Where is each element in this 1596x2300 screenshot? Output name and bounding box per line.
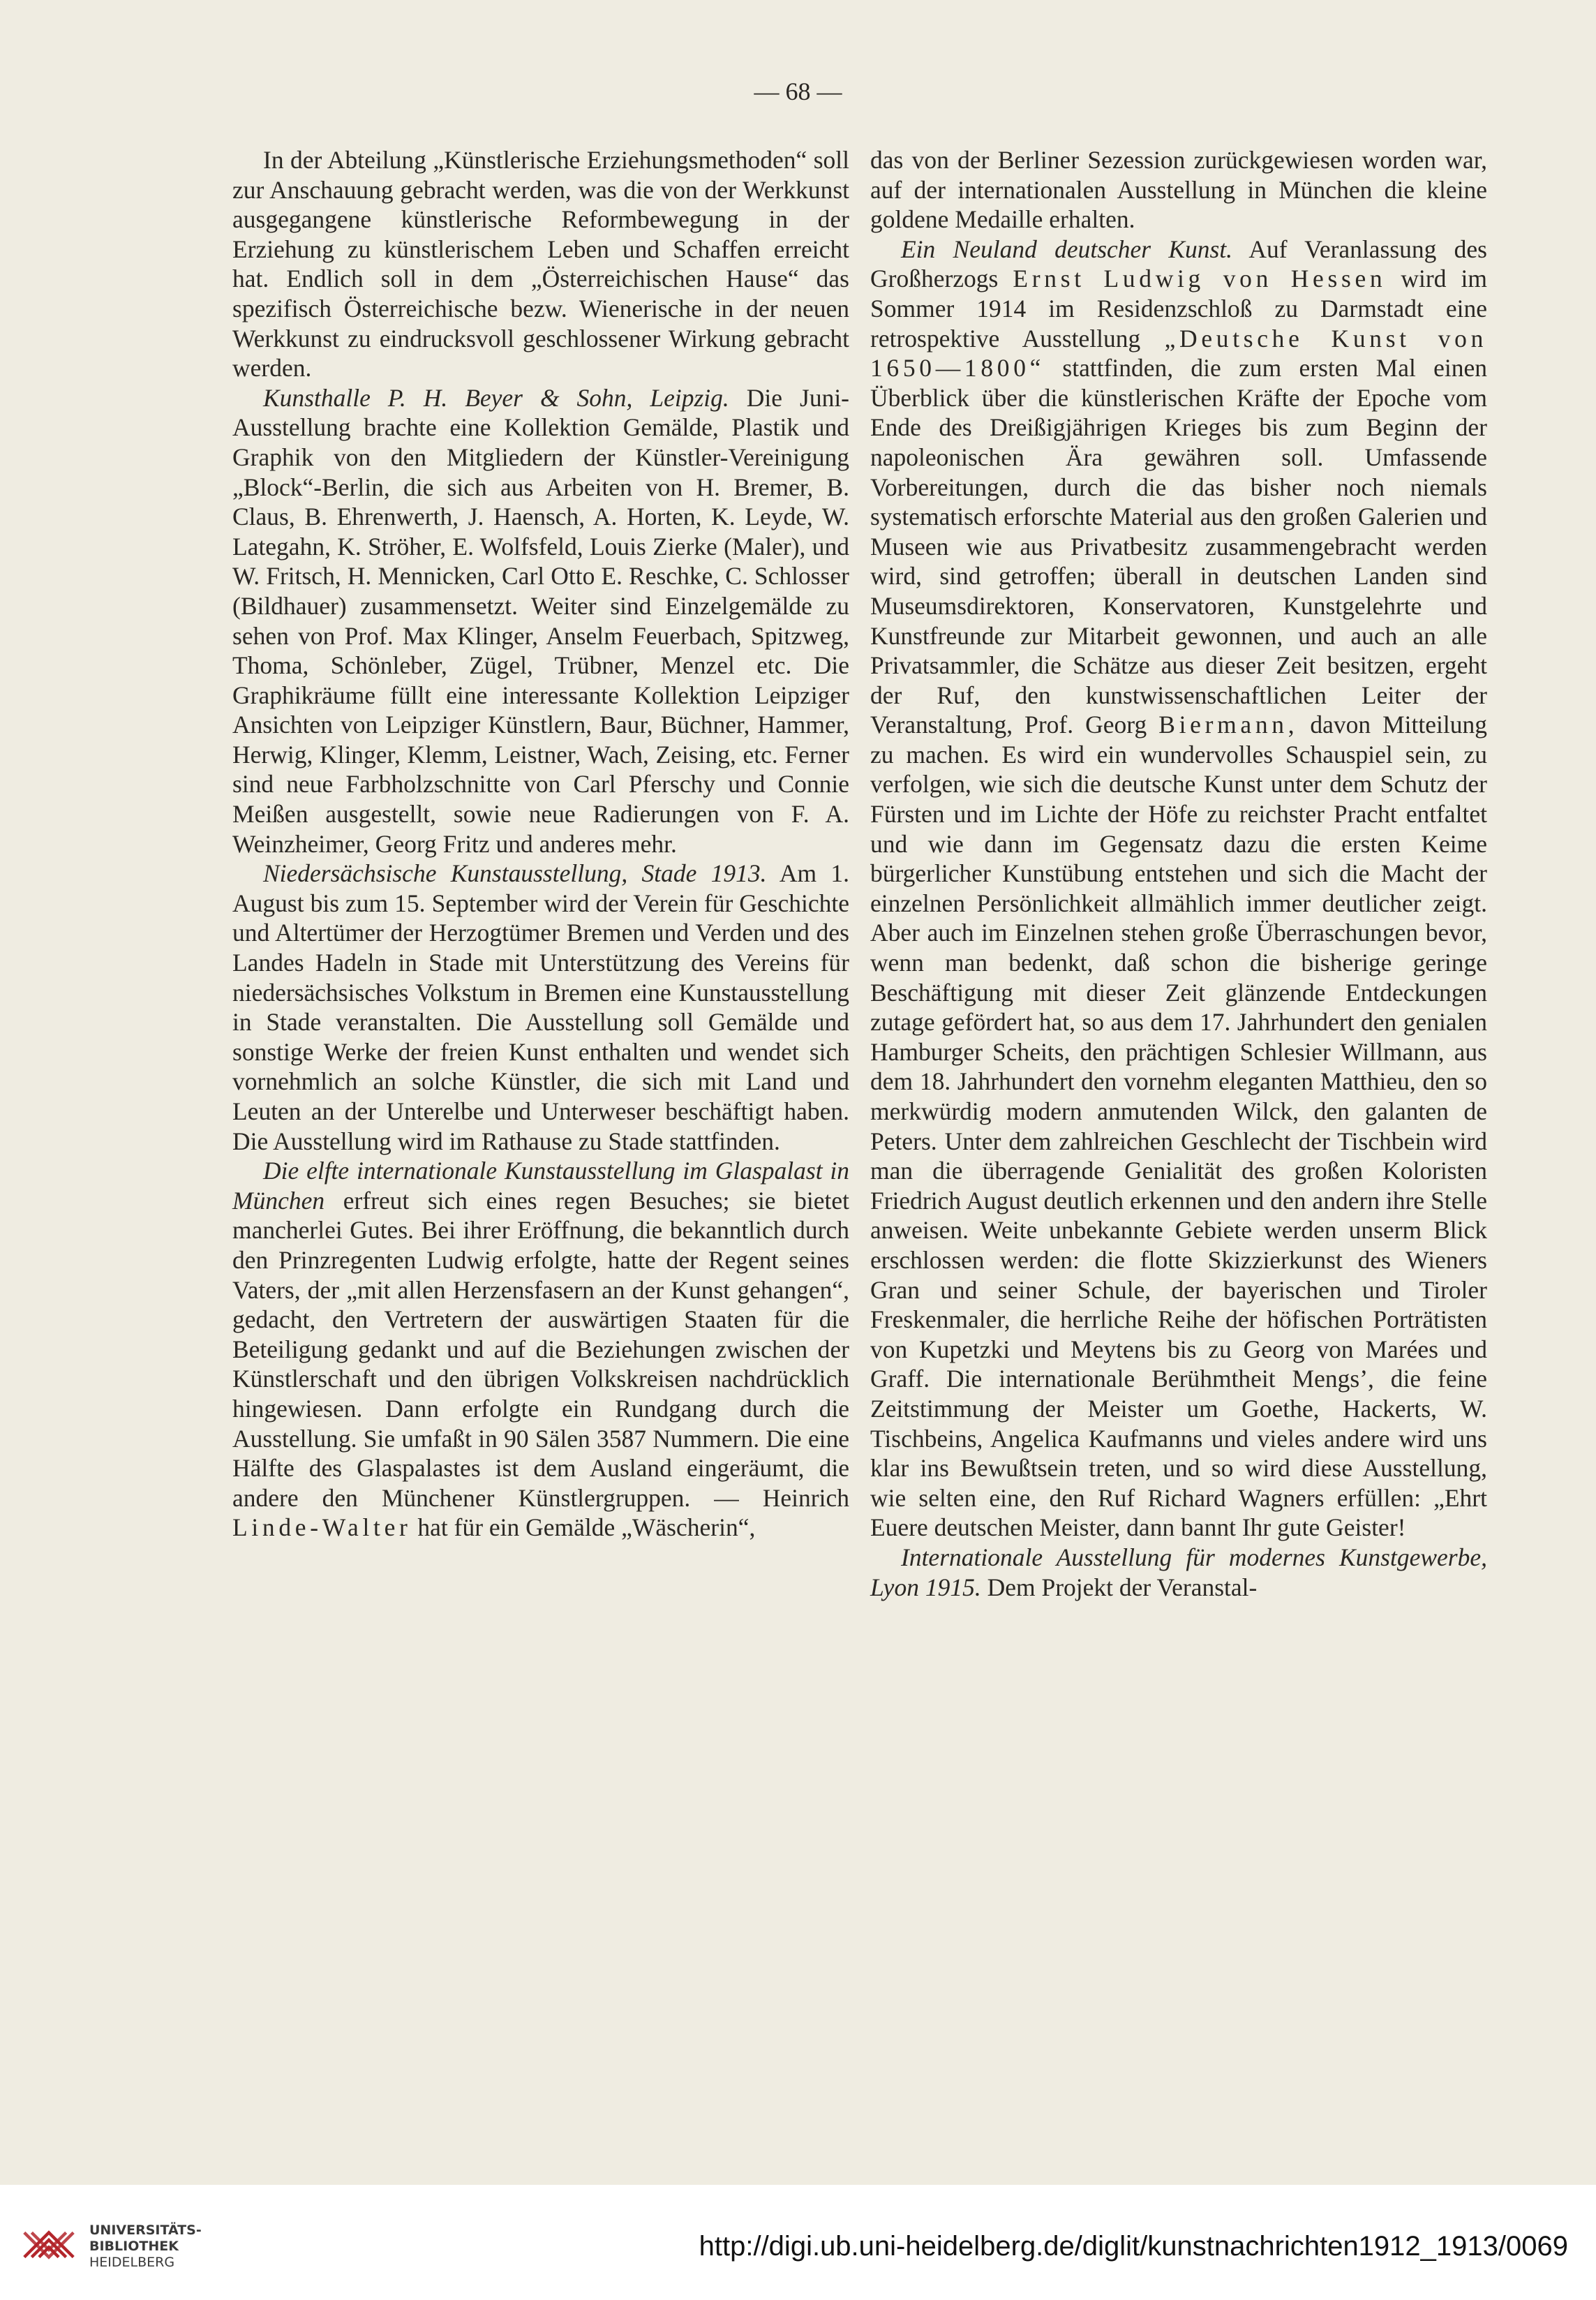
spaced-name: Linde-Walter bbox=[232, 1513, 412, 1542]
paragraph-text: davon Mitteilung zu machen. Es wird ein wundervolles Schauspiel sein, zu verfolgen, wie sich die deutsche Kunst unter dem Schutz der Fürsten und im Lichte der Höfe zu reichster Pracht entfaltet und wie dann im Gegensatz dazu die ersten Keime bürgerlicher Kunstübung entstehen und sich die Macht der einzelnen Persönlichkeit allmählich immer deutlicher zeigt. Aber auch im Einzelnen stehen große Überraschungen bevor, wenn man bedenkt, daß schon die bisherige geringe Beschäftigung mit dieser Zeit glänzende Entdeckungen zutage gefördert hat, so aus dem 17. Jahrhundert den genialen Hamburger Scheits, den prächtigen Schlesier Willmann, aus dem 18. Jahrhundert den vornehm eleganten Matthieu, den so merkwürdig modern anmutenden Wilck, den galanten de Peters. Unter dem zahlreichen Geschlecht der Tischbein wird man die überragende Genialität des großen Koloristen Friedrich August deutlich erkennen und den andern ihre Stelle anweisen. Weite unbekannte Gebiete werden unserm Blick erschlossen werden: die flotte Skizzierkunst des Wieners Gran und seiner Schule, der bayerischen und Tiroler Freskenmaler, die herrliche Reihe der höfischen Porträtisten von Kupetzki und Meytens bis zu Georg von Marées und Graff. Die internationale Berühmtheit Mengs’, die feine Zeitstimmung der Meister um Goethe, Hackerts, W. Tischbeins, Angelica Kaufmanns und vieles andere wird uns klar ins Bewußtsein treten, und so wird diese Ausstellung, wie selten eine, den Ruf Richard Wagners erfüllen: „Ehrt Euere deutschen Meister, dann bannt Ihr gute Geister! bbox=[870, 711, 1487, 1542]
right-column bbox=[870, 145, 1487, 1602]
library-name bbox=[89, 2223, 202, 2271]
paragraph: das von der Berliner Sezession zurückgewiesen worden war, auf der internationalen Ausstellung in München die kleine goldene Medaille erhalten. bbox=[870, 146, 1487, 234]
spaced-name: Ernst Ludwig von Hessen bbox=[1013, 265, 1387, 293]
spaced-name: Biermann, bbox=[1158, 711, 1299, 739]
paragraph bbox=[232, 859, 849, 1156]
paragraph bbox=[870, 235, 1487, 1543]
paragraph bbox=[232, 1156, 849, 1543]
section-heading: Kunsthalle P. H. Beyer & Sohn, Leipzig. bbox=[263, 383, 729, 412]
digitization-footer bbox=[0, 2185, 1596, 2300]
paragraph-text: hat für ein Gemälde „Wäscherin“, bbox=[417, 1513, 756, 1542]
section-heading: Niedersächsische Kunstausstellung, Stade 1913. bbox=[263, 859, 767, 888]
paragraph: In der Abteilung „Künstlerische Erziehungsmethoden“ soll zur Anschauung gebracht werden, was die von der Werkkunst ausgegangene künstlerische Reformbewegung in der Erziehung zu künstlerischem Leben und Schaffen erreicht hat. Endlich soll in dem „Österreichischen Hause“ das spezifisch Österreichische bezw. Wienerische in der neuen Werkkunst zu eindrucksvoll geschlossener Wirkung gebracht werden. bbox=[232, 146, 849, 383]
paragraph-text: stattfinden, die zum ersten Mal einen Überblick über die künstlerischen Kräfte der Epoche vom Ende des Dreißigjährigen Krieges bis zum Beginn der napoleonischen Ära gewähren soll. Umfassende Vorbereitungen, durch die das bisher noch niemals systematisch erforschte Material aus den großen Galerien und Museen wie aus Privatbesitz zusammengebracht werden wird, sind getroffen; überall in deutschen Landen sind Museumsdirektoren, Konservatoren, Kunstgelehrte und Kunstfreunde zur Mitarbeit gewonnen, und auch an alle Privatsammler, die Schätze aus dieser Zeit besitzen, ergeht der Ruf, den kunstwissenschaftlichen Leiter der Veranstaltung, Prof. Georg bbox=[870, 354, 1488, 739]
spaced-title: „Deutsche Kunst von 1650—1800“ bbox=[870, 324, 1487, 383]
page-number: — 68 — bbox=[754, 77, 842, 105]
university-library-logo-icon bbox=[18, 2214, 80, 2276]
library-name-line: HEIDELBERG bbox=[89, 2255, 175, 2270]
paragraph-text: Auf Veranlassung des Großherzogs bbox=[870, 235, 1487, 293]
paragraph-text: erfreut sich eines regen Besuches; sie bietet mancherlei Gutes. Bei ihrer Eröffnung, die bekanntlich durch den Prinzregenten Ludwig erfolgte, hatte der Regent seines Vaters, der „mit allen Herzensfasern an der Kunst gehangen“, gedacht, den Vertretern der auswärtigen Staaten für die Beteiligung gedankt und auf die Beziehungen zwischen der Künstlerschaft und den übrigen Volkskreisen nachdrücklich hingewiesen. Dann erfolgte ein Rundgang durch die Ausstellung. Sie umfaßt in 90 Sälen 3587 Nummern. Die eine Hälfte des Glaspalastes ist dem Ausland eingeräumt, die andere den Münchener Künstlergruppen. — Heinrich bbox=[232, 1186, 850, 1512]
paragraph-text: Dem Projekt der Veranstal- bbox=[987, 1573, 1258, 1601]
paragraph bbox=[870, 1543, 1487, 1602]
section-heading: Internationale Ausstellung für modernes Kunstgewerbe, Lyon 1915. bbox=[870, 1543, 1487, 1601]
library-name-line: UNIVERSITÄTS- bbox=[89, 2223, 202, 2238]
source-url-link[interactable]: http://digi.ub.uni-heidelberg.de/diglit/kunstnachrichten1912_1913/0069 bbox=[699, 2231, 1568, 2262]
paragraph bbox=[232, 383, 849, 859]
left-column bbox=[232, 145, 849, 1543]
paragraph-text: Am 1. August bis zum 15. September wird der Verein für Geschichte und Altertümer der Herzogtümer Bremen und Verden und des Landes Hadeln in Stade mit Unterstützung des Vereins für niedersächsisches Volkstum in Bremen eine Kunstausstellung in Stade veranstalten. Die Ausstellung soll Gemälde und sonstige Werke der freien Kunst enthalten und wendet sich vornehmlich an solche Künstler, die sich mit Land und Leuten an der Unterelbe und Unterweser beschäftigt haben. Die Ausstellung wird im Rathause zu Stade stattfinden. bbox=[232, 859, 850, 1155]
library-name-line: BIBLIOTHEK bbox=[89, 2239, 179, 2254]
section-heading: Die elfte internationale Kunstausstellung im Glaspalast in München bbox=[232, 1157, 849, 1215]
section-heading: Ein Neuland deutscher Kunst. bbox=[901, 235, 1233, 263]
paragraph-text: Die Juni-Ausstellung brachte eine Kollektion Gemälde, Plastik und Graphik von den Mitgliedern der Künstler-Vereinigung „Block“-Berlin, die sich aus Arbeiten von H. Bremer, B. Claus, B. Ehrenwerth, J. Haensch, A. Horten, K. Leyde, W. Lategahn, K. Ströher, E. Wolfsfeld, Louis Zierke (Maler), und W. Fritsch, H. Mennicken, Carl Otto E. Reschke, C. Schlosser (Bildhauer) zusammensetzt. Weiter sind Einzelgemälde zu sehen von Prof. Max Klinger, Anselm Feuerbach, Spitzweg, Thoma, Schönleber, Zügel, Trübner, Menzel etc. Die Graphikräume füllt eine interessante Kollektion Leipziger Ansichten von Leipziger Künstlern, Baur, Büchner, Hammer, Herwig, Klinger, Klemm, Leistner, Wach, Zeising, etc. Ferner sind neue Farbholzschnitte von Carl Pferschy und Connie Meißen ausgestellt, sowie neue Radierungen von F. A. Weinzheimer, Georg Fritz und anderes mehr. bbox=[232, 383, 850, 858]
paragraph-text: wird im Sommer 1914 im Residenzschloß zu Darmstadt eine retrospektive Ausstellung bbox=[870, 265, 1487, 353]
